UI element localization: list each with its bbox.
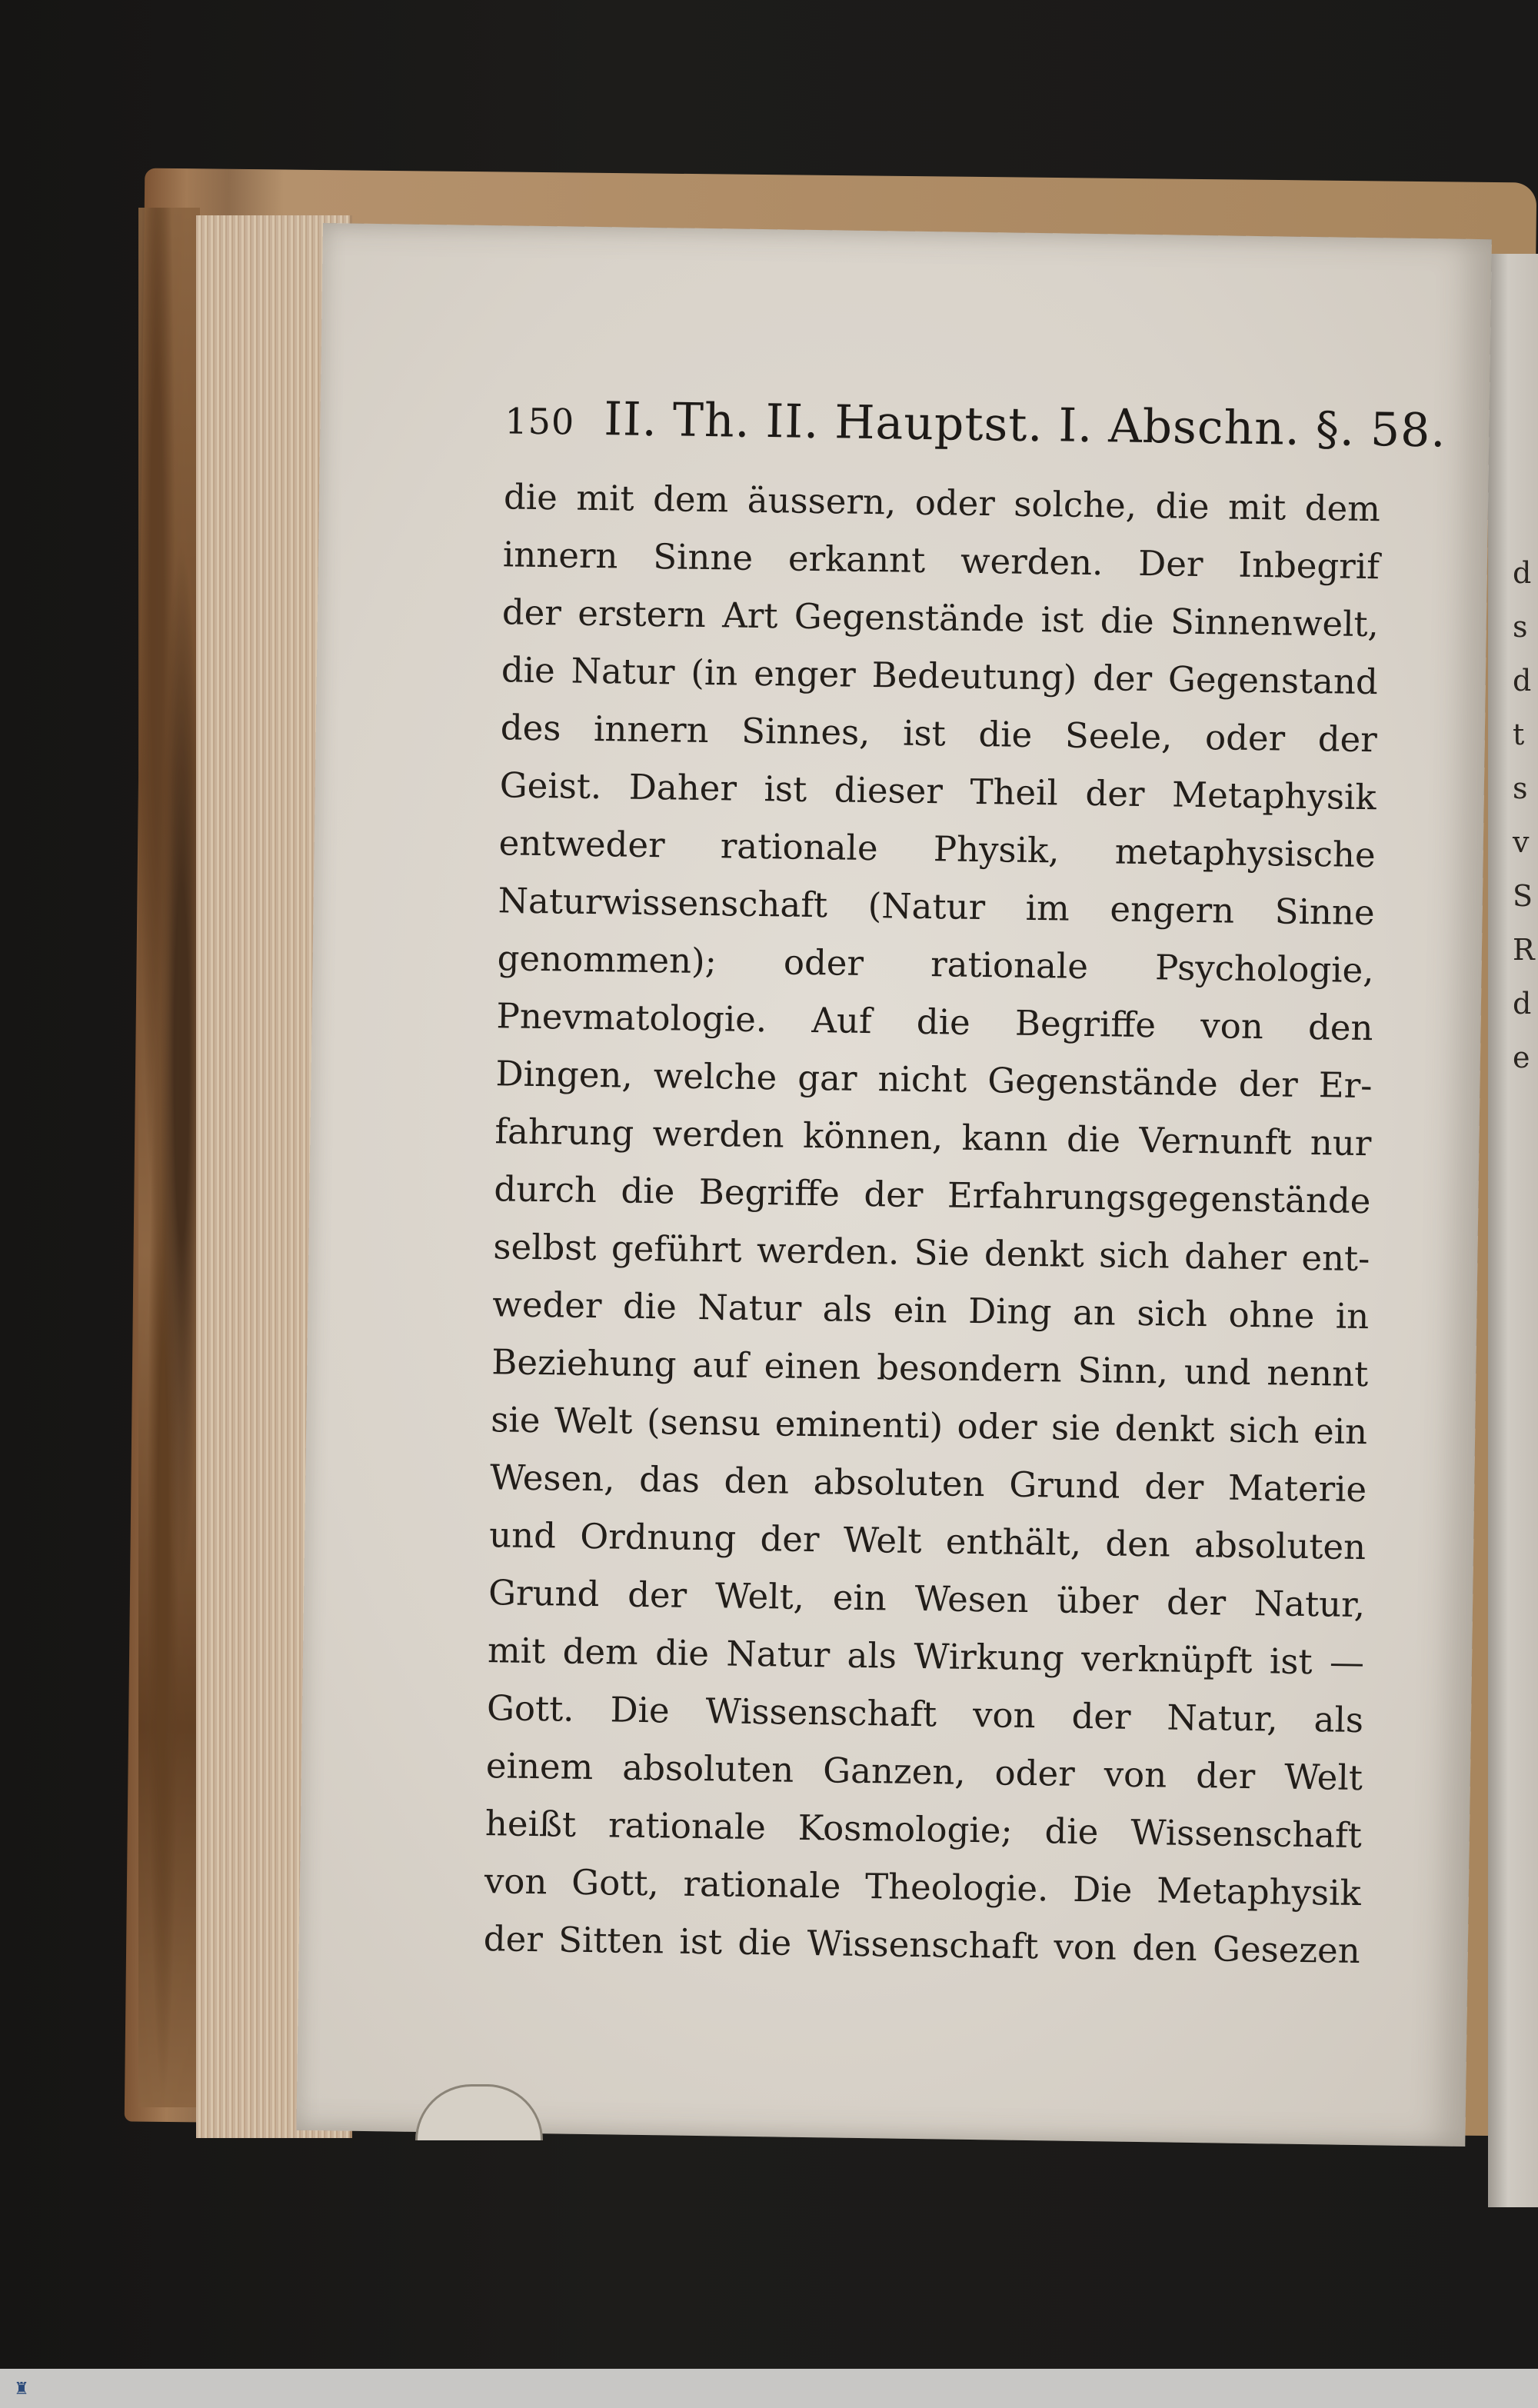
- word: ohne: [1228, 1294, 1315, 1337]
- word: oder: [783, 941, 864, 984]
- word: Ding: [967, 1290, 1052, 1333]
- word: im: [1025, 887, 1070, 929]
- word: denkt: [984, 1233, 1085, 1275]
- word: Natur: [726, 1633, 831, 1676]
- word: Physik,: [933, 828, 1060, 871]
- word: mit: [1227, 486, 1287, 528]
- word: Kosmologie;: [797, 1807, 1013, 1851]
- viewer-footer-bar: [0, 2369, 1538, 2408]
- word: Welt: [554, 1400, 633, 1442]
- word: gar: [797, 1057, 857, 1099]
- word: solche,: [1014, 483, 1137, 526]
- word: denkt: [1114, 1407, 1215, 1450]
- word: Die: [1072, 1868, 1133, 1910]
- word: rationale: [608, 1804, 767, 1848]
- word: Pnevmatologie.: [496, 995, 767, 1041]
- word: Sinnes,: [741, 710, 871, 753]
- word: oder: [957, 1405, 1038, 1448]
- word: Metaphysik: [1156, 1870, 1362, 1914]
- word: Art: [721, 595, 778, 637]
- word: dem: [562, 1630, 639, 1673]
- word: (sensu: [646, 1401, 761, 1444]
- word: Seele,: [1064, 714, 1173, 758]
- word: Sitten: [558, 1919, 664, 1962]
- word: von: [972, 1694, 1036, 1737]
- word: ist: [902, 712, 947, 754]
- word: von: [484, 1860, 548, 1903]
- word: durch: [494, 1168, 598, 1211]
- word: Erfahrungsgegenstände: [947, 1174, 1371, 1222]
- word: welche: [653, 1055, 777, 1098]
- page-number: 150: [504, 400, 575, 443]
- word: dieser: [834, 769, 944, 812]
- word: die: [654, 1632, 710, 1674]
- word: Wissenschaft: [705, 1690, 937, 1735]
- word: können,: [802, 1114, 944, 1158]
- word: enthält,: [945, 1520, 1082, 1564]
- word: die: [1066, 1118, 1121, 1161]
- next-page-glyph: d: [1513, 664, 1532, 698]
- word: werden.: [960, 540, 1104, 584]
- word: absoluten: [1193, 1524, 1367, 1568]
- next-page-glyph: S: [1513, 879, 1533, 913]
- word: nur: [1310, 1122, 1372, 1164]
- word: Geist.: [499, 764, 602, 808]
- word: von: [1104, 1754, 1167, 1796]
- word: die: [978, 713, 1033, 755]
- word: Naturwissenschaft: [498, 880, 828, 926]
- word: Daher: [628, 766, 737, 809]
- word: rationale: [683, 1863, 841, 1907]
- word: Grund: [1008, 1464, 1120, 1507]
- word: entweder: [498, 822, 665, 866]
- word: Sie: [914, 1231, 970, 1274]
- word: Wesen: [914, 1577, 1029, 1620]
- running-head: II. Th. II. Hauptst. I. Abschn. §. 58.: [603, 392, 1446, 458]
- word: die: [916, 1001, 971, 1043]
- word: sich: [1137, 1292, 1208, 1335]
- word: und: [1183, 1351, 1252, 1393]
- word: Natur,: [1167, 1697, 1278, 1740]
- word: die: [1100, 600, 1155, 642]
- word: Wissenschaft: [1130, 1811, 1363, 1857]
- word: Gegenstand: [1167, 658, 1379, 703]
- word: der: [627, 1574, 687, 1616]
- word: Gott.: [486, 1687, 574, 1730]
- word: Gegenstände: [794, 595, 1025, 640]
- word: (in: [690, 651, 738, 694]
- word: der: [864, 1173, 924, 1216]
- word: heißt: [484, 1803, 577, 1845]
- next-page-glyph: d: [1513, 987, 1532, 1021]
- word: als: [847, 1634, 897, 1677]
- word: werden.: [756, 1230, 900, 1273]
- word: die: [622, 1285, 677, 1327]
- next-page-glyph: s: [1513, 771, 1528, 805]
- word: Natur: [571, 650, 675, 693]
- word: dem: [652, 478, 729, 521]
- word: sich: [1098, 1234, 1170, 1277]
- word: einen: [764, 1345, 861, 1387]
- word: ein: [1313, 1410, 1368, 1453]
- word: die: [501, 649, 556, 691]
- word: von: [1200, 1005, 1264, 1047]
- word: innern: [593, 708, 709, 751]
- word: rationale: [720, 825, 878, 869]
- word: oder: [914, 481, 996, 525]
- word: Welt,: [714, 1575, 805, 1617]
- next-page-glyph: e: [1513, 1041, 1530, 1074]
- word: der: [1144, 1466, 1204, 1508]
- word: mit: [487, 1630, 546, 1672]
- marbled-edge: [138, 208, 200, 2107]
- word: Theil: [970, 771, 1059, 814]
- word: den: [1307, 1006, 1373, 1049]
- word: Begriffe: [698, 1171, 841, 1214]
- word: sie: [1050, 1407, 1101, 1449]
- word: Theologie.: [864, 1866, 1049, 1910]
- word: Gesezen: [1212, 1928, 1361, 1972]
- word: erstern: [578, 592, 707, 635]
- body-text: [483, 468, 1380, 1980]
- word: erkannt: [787, 538, 926, 581]
- word: nennt: [1267, 1352, 1369, 1395]
- text-line: [489, 1506, 1367, 1576]
- word: Dingen,: [495, 1053, 634, 1096]
- next-page-glyph: s: [1513, 610, 1528, 644]
- word: —: [1329, 1641, 1365, 1684]
- word: genommen);: [497, 938, 717, 982]
- word: die: [1044, 1810, 1099, 1853]
- word: das: [638, 1458, 701, 1500]
- word: der: [1166, 1581, 1227, 1624]
- word: Natur,: [1253, 1583, 1366, 1626]
- word: engern: [1110, 888, 1235, 931]
- word: innern: [502, 534, 618, 577]
- word: mit: [576, 477, 634, 519]
- word: besondern: [876, 1347, 1063, 1391]
- next-page-glyph: v: [1513, 825, 1530, 859]
- word: rationale: [930, 944, 1089, 987]
- book-page: [296, 223, 1491, 2147]
- word: ist: [1040, 599, 1084, 641]
- word: auf: [691, 1344, 749, 1386]
- word: Sinn,: [1077, 1349, 1169, 1392]
- word: Ordnung: [579, 1515, 737, 1559]
- word: über: [1056, 1580, 1139, 1622]
- word: Ganzen,: [822, 1750, 966, 1793]
- word: der: [501, 591, 562, 634]
- word: daher: [1183, 1235, 1287, 1278]
- word: enger: [753, 652, 857, 695]
- word: von: [1054, 1926, 1117, 1968]
- word: Gott,: [571, 1861, 660, 1904]
- word: der: [1085, 772, 1145, 814]
- word: Wissenschaft: [807, 1923, 1039, 1967]
- word: Sinne: [1274, 891, 1375, 934]
- word: an: [1072, 1291, 1117, 1334]
- word: die: [737, 1921, 792, 1963]
- word: selbst: [493, 1226, 597, 1269]
- word: dem: [1304, 487, 1381, 530]
- word: absoluten: [621, 1747, 794, 1790]
- word: Metaphysik: [1171, 774, 1377, 818]
- word: der: [1238, 1063, 1299, 1105]
- word: die: [621, 1170, 675, 1212]
- word: Er-: [1318, 1064, 1373, 1107]
- word: geführt: [611, 1227, 742, 1271]
- word: Beziehung: [491, 1341, 677, 1385]
- word: der: [760, 1518, 820, 1560]
- word: der: [483, 1918, 544, 1960]
- word: Auf: [811, 999, 872, 1042]
- word: äussern,: [747, 479, 897, 523]
- word: ist: [764, 768, 807, 810]
- word: Psychologie,: [1154, 947, 1374, 991]
- word: sich: [1228, 1409, 1300, 1451]
- text-line: [483, 1910, 1360, 1980]
- word: oder: [994, 1752, 1076, 1794]
- page-header: [504, 391, 1446, 458]
- word: ent-: [1301, 1237, 1370, 1280]
- word: der: [1092, 658, 1153, 700]
- word: eminenti): [774, 1403, 944, 1447]
- word: (Natur: [867, 884, 986, 928]
- word: der: [1071, 1695, 1131, 1737]
- word: einem: [485, 1745, 594, 1788]
- word: der: [1317, 718, 1378, 761]
- word: Inbegrif: [1237, 544, 1380, 588]
- word: weder: [492, 1284, 602, 1327]
- word: Die: [610, 1689, 671, 1731]
- word: absoluten: [813, 1461, 985, 1505]
- word: Welt: [843, 1519, 922, 1562]
- word: den: [1131, 1927, 1198, 1970]
- word: der: [1195, 1755, 1256, 1797]
- word: Der: [1137, 542, 1203, 585]
- word: den: [1105, 1523, 1171, 1565]
- word: Grund: [488, 1572, 600, 1615]
- text-line: [487, 1679, 1364, 1749]
- word: Sinne: [652, 536, 754, 578]
- word: ist: [679, 1920, 723, 1963]
- text-line: [491, 1391, 1368, 1460]
- word: den: [724, 1460, 790, 1502]
- word: metaphysische: [1114, 831, 1376, 876]
- word: in: [1335, 1295, 1370, 1337]
- word: verknüpft: [1080, 1637, 1253, 1682]
- word: Wesen,: [489, 1457, 615, 1500]
- word: Begriffe: [1014, 1002, 1157, 1046]
- word: Gegenstände: [987, 1060, 1219, 1104]
- word: fahrung: [494, 1111, 634, 1154]
- word: ein: [893, 1289, 948, 1331]
- next-page-edge: [1488, 254, 1538, 2207]
- word: nicht: [877, 1058, 967, 1101]
- word: Sinnenwelt,: [1170, 601, 1380, 645]
- next-page-glyph: t: [1513, 718, 1525, 751]
- next-page-glyph: d: [1513, 556, 1532, 590]
- word: kann: [961, 1117, 1049, 1160]
- word: Welt: [1283, 1756, 1363, 1799]
- library-logo-icon: ♜: [14, 2379, 29, 2399]
- word: die: [503, 476, 558, 518]
- word: Vernunft: [1138, 1119, 1292, 1163]
- word: sie: [490, 1399, 541, 1441]
- word: werden: [652, 1113, 785, 1156]
- word: Wirkung: [914, 1635, 1065, 1679]
- word: Natur: [697, 1286, 802, 1329]
- word: die: [1155, 485, 1210, 528]
- word: Bedeutung): [871, 654, 1077, 698]
- word: Materie: [1227, 1467, 1367, 1510]
- word: und: [488, 1514, 557, 1557]
- word: oder: [1204, 717, 1286, 759]
- word: des: [500, 707, 561, 749]
- next-page-glyph: R: [1513, 933, 1535, 967]
- word: ist: [1269, 1640, 1313, 1683]
- word: als: [1313, 1699, 1364, 1741]
- word: als: [822, 1288, 873, 1331]
- word: ein: [832, 1577, 887, 1619]
- next-page-glyphs: [1488, 546, 1535, 1084]
